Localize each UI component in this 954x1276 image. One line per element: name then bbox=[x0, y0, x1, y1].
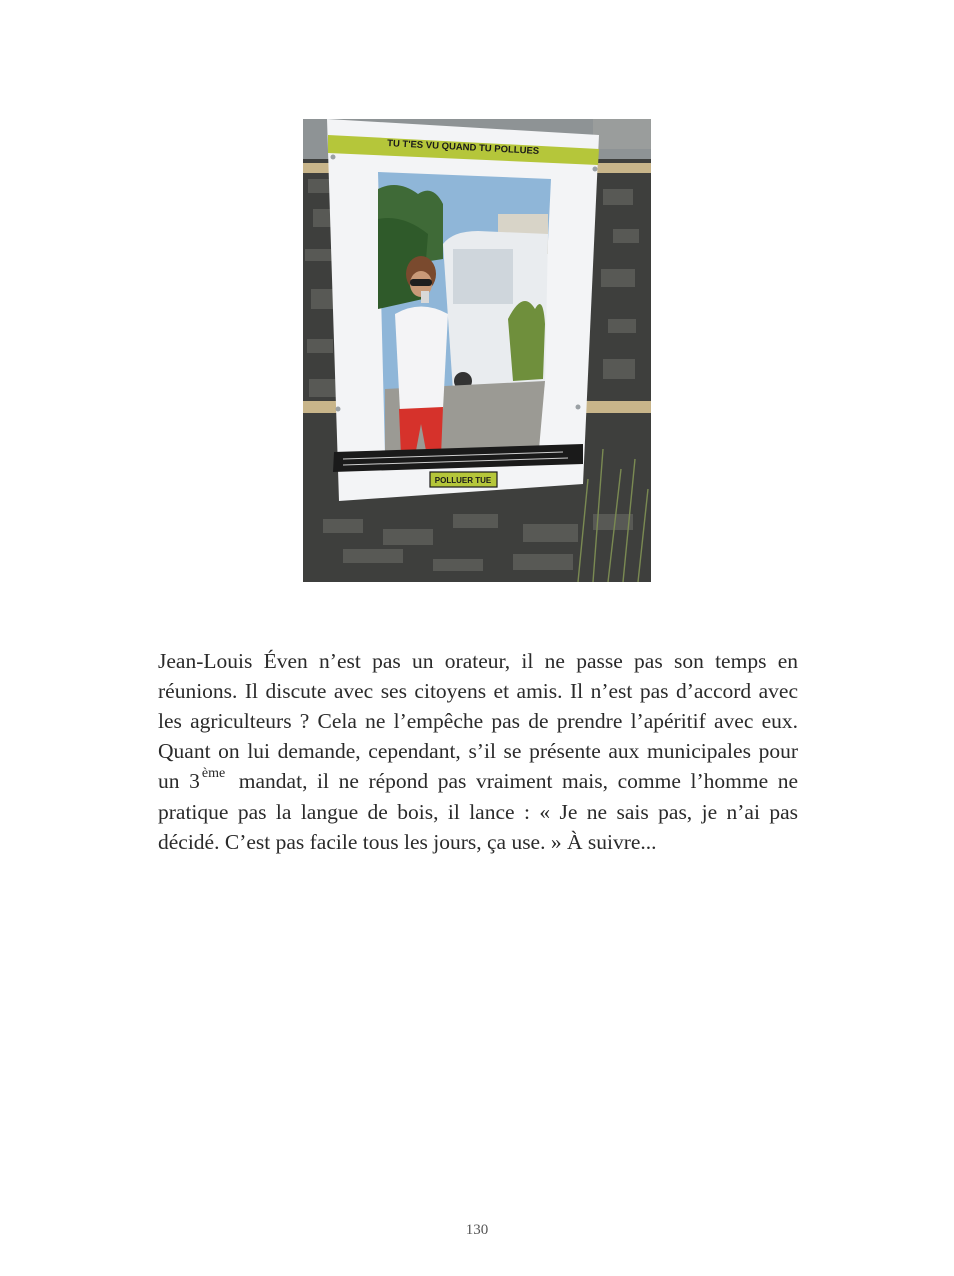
ordinal-superscript: ème bbox=[201, 766, 226, 782]
poster-photo-illustration bbox=[303, 119, 651, 582]
page-number: 130 bbox=[465, 1222, 489, 1238]
poster-slogan: POLLUER TUE bbox=[434, 476, 492, 485]
body-text-part-2: mandat, il ne répond pas vraiment mais, comme l’homme ne pratique pas la langue de bois, il lance : « Je ne sais pas, je n’ai pas décidé. C’est pas facile tous les jours, ça use. » À suivre... bbox=[158, 769, 799, 854]
body-text-part-1: Jean-Louis Éven n’est pas un orateur, il ne passe pas son temps en réunions. Il discute avec ses citoyens et amis. Il n’est pas d’accord avec les agriculteurs ? Cela ne l’empêche pas de prendre l’apéritif avec eux. Quant on lui demande, cependant, s’il se présente aux municipales pour un 3 bbox=[158, 648, 798, 794]
poster-title: TU T'ES VU QUAND TU POLLUES bbox=[386, 138, 540, 157]
poster-photo bbox=[303, 119, 651, 582]
body-paragraph bbox=[158, 646, 798, 857]
